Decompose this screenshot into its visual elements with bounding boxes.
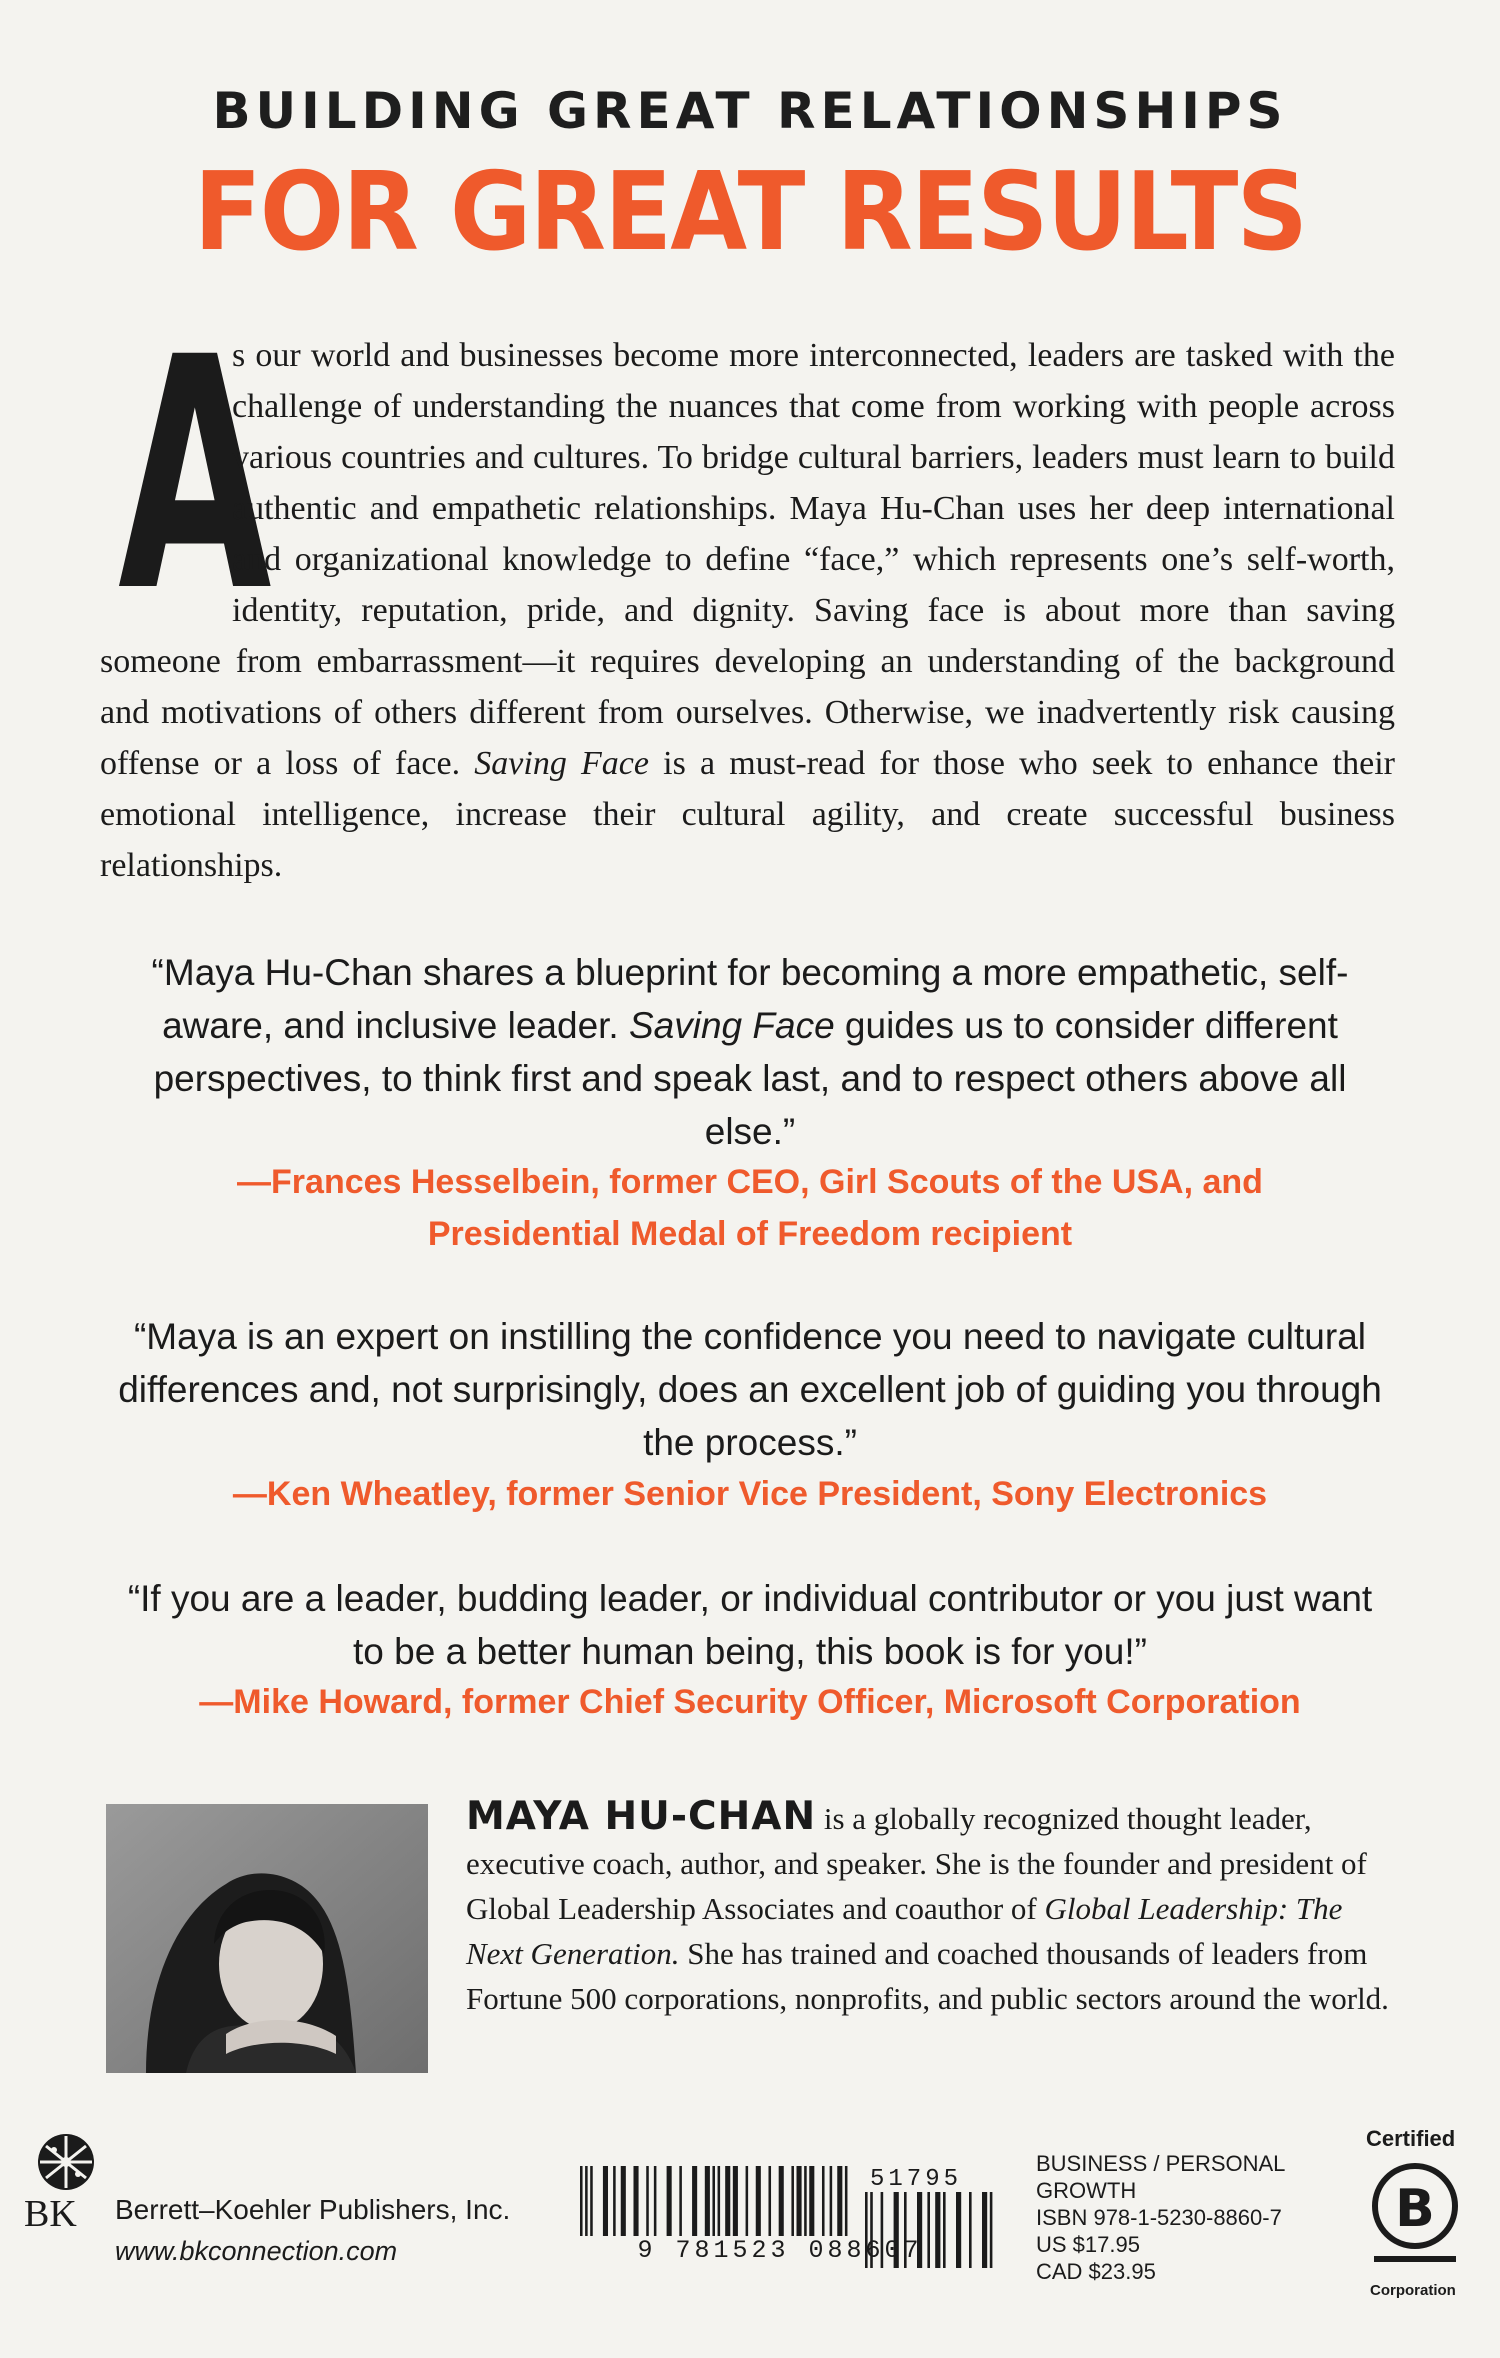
quote-1-attribution-line-2: Presidential Medal of Freedom recipient <box>427 1215 1073 1253</box>
barcode-bar <box>654 2166 657 2236</box>
bcorp-letter: B <box>1395 2179 1435 2239</box>
quote-3-attribution: —Mike Howard, former Chief Security Officer, Microsoft Corporation <box>199 1683 1301 1721</box>
barcode-bar <box>779 2166 784 2236</box>
publisher-emblem-icon <box>18 2126 118 2236</box>
quote-1-title: Saving Face <box>628 1005 835 1046</box>
barcode-bar <box>585 2166 588 2236</box>
quote-2-attribution: —Ken Wheatley, former Senior Vice President, Sony Electronics <box>232 1475 1268 1513</box>
bcorp-corporation-label: Corporation <box>1370 2282 1456 2299</box>
intro-text-1: s our world and businesses become more interconnected, leaders are tasked with the challenge of understanding the nuances that come from working with people across various countries and cultures. To bridge cultural barriers, leaders must learn to build authentic and empathetic relationships. Maya Hu-Chan uses her deep international and organizational knowledge to define “face,” which represents one’s self-worth, identity, reputation, pride, and dignity. Saving face is about more than saving someone from embarrassment—it requires developing an understanding of the background and motivations of others different from ourselves. Otherwise, we inadvertently risk causing offense or a loss of face. <box>100 337 1395 782</box>
publisher-logo-text: BK <box>24 2193 77 2235</box>
quote-1-text-1: “Maya Hu-Chan shares a blueprint for becoming a more empathetic, self-aware, and inclusive leader. <box>151 952 1349 1046</box>
barcode-bar <box>633 2166 638 2236</box>
barcode-bar <box>603 2166 608 2236</box>
cad-price: CAD $23.95 <box>1036 2259 1156 2284</box>
barcode-bar <box>746 2166 749 2236</box>
publisher-name: Berrett–Koehler Publishers, Inc. <box>115 2194 511 2225</box>
barcode-bar <box>613 2166 616 2236</box>
intro-paragraph <box>100 330 1395 891</box>
bio-text-1: is a globally recognized thought leader, executive coach, author, and speaker. She is the founder and president of Global Leadership Associates and coauthor of <box>466 1801 1367 1926</box>
bcorp-logo-icon <box>1368 2156 1462 2272</box>
barcode-bar <box>692 2166 697 2236</box>
barcode-bar <box>646 2166 649 2236</box>
barcode-bar <box>837 2166 842 2236</box>
barcode-bar <box>845 2166 848 2236</box>
barcode-bar <box>705 2166 710 2236</box>
barcode-bar <box>580 2166 583 2236</box>
drop-cap: A <box>118 290 272 662</box>
barcode-bar <box>797 2166 802 2236</box>
barcode-bar <box>718 2166 721 2236</box>
barcode-bar <box>830 2166 833 2236</box>
barcode-bar <box>590 2166 593 2236</box>
bio-book-title: Global Leadership: The Next Generation. <box>466 1891 1343 1971</box>
bio-text-2: She has trained and coached thousands of leaders from Fortune 500 corporations, nonprofits, and public sectors around the world. <box>466 1936 1389 2016</box>
book-info <box>1036 2150 1326 2285</box>
category-line-1: BUSINESS / PERSONAL <box>1036 2151 1286 2176</box>
barcode-digits: 9 781523 088607 <box>637 2236 923 2265</box>
author-bio <box>466 1794 1394 2021</box>
barcode-bar <box>809 2166 814 2236</box>
barcode-bar <box>804 2166 807 2236</box>
publisher-logo <box>18 2126 118 2236</box>
intro-title: Saving Face <box>474 745 649 782</box>
author-portrait-image <box>106 1804 428 2073</box>
bcorp-certified-label: Certified <box>1366 2126 1456 2151</box>
author-photo <box>106 1804 428 2073</box>
barcode-bar <box>679 2166 682 2236</box>
barcode-bar <box>822 2166 825 2236</box>
barcode-bar <box>756 2166 761 2236</box>
barcode-bar <box>725 2166 730 2236</box>
intro-text-2: is a must-read for those who seek to enhance their emotional intelligence, increase their cultural agility, and create successful business relationships. <box>100 745 1395 884</box>
barcode-bar <box>791 2166 794 2236</box>
price-code: 51795 <box>870 2166 963 2193</box>
barcode-bar <box>712 2166 715 2236</box>
publisher-url: www.bkconnection.com <box>115 2236 398 2266</box>
barcode-bar <box>733 2166 738 2236</box>
author-name: MAYA HU-CHAN <box>466 1794 817 1839</box>
isbn: ISBN 978-1-5230-8860-7 <box>1036 2205 1282 2230</box>
quote-1-text-2: guides us to consider different perspectives, to think first and speak last, and to respect others above all else.” <box>153 1005 1347 1152</box>
quote-2: “Maya is an expert on instilling the confidence you need to navigate cultural differences and, not surprisingly, does an excellent job of guiding you through the process.” <box>118 1316 1382 1463</box>
barcode-bar <box>667 2166 672 2236</box>
headline-line-1: BUILDING GREAT RELATIONSHIPS <box>212 82 1288 140</box>
us-price: US $17.95 <box>1036 2232 1140 2257</box>
barcode-bar <box>621 2166 626 2236</box>
category-line-2: GROWTH <box>1036 2178 1137 2203</box>
headline-line-2: FOR GREAT RESULTS <box>193 150 1307 275</box>
barcode-bar <box>768 2166 771 2236</box>
quote-3: “If you are a leader, budding leader, or individual contributor or you just want to be a better human being, this book is for you!” <box>127 1578 1373 1672</box>
quote-1-attribution-line-1: —Frances Hesselbein, former CEO, Girl Scouts of the USA, and <box>237 1163 1263 1201</box>
quote-1 <box>110 946 1390 1158</box>
